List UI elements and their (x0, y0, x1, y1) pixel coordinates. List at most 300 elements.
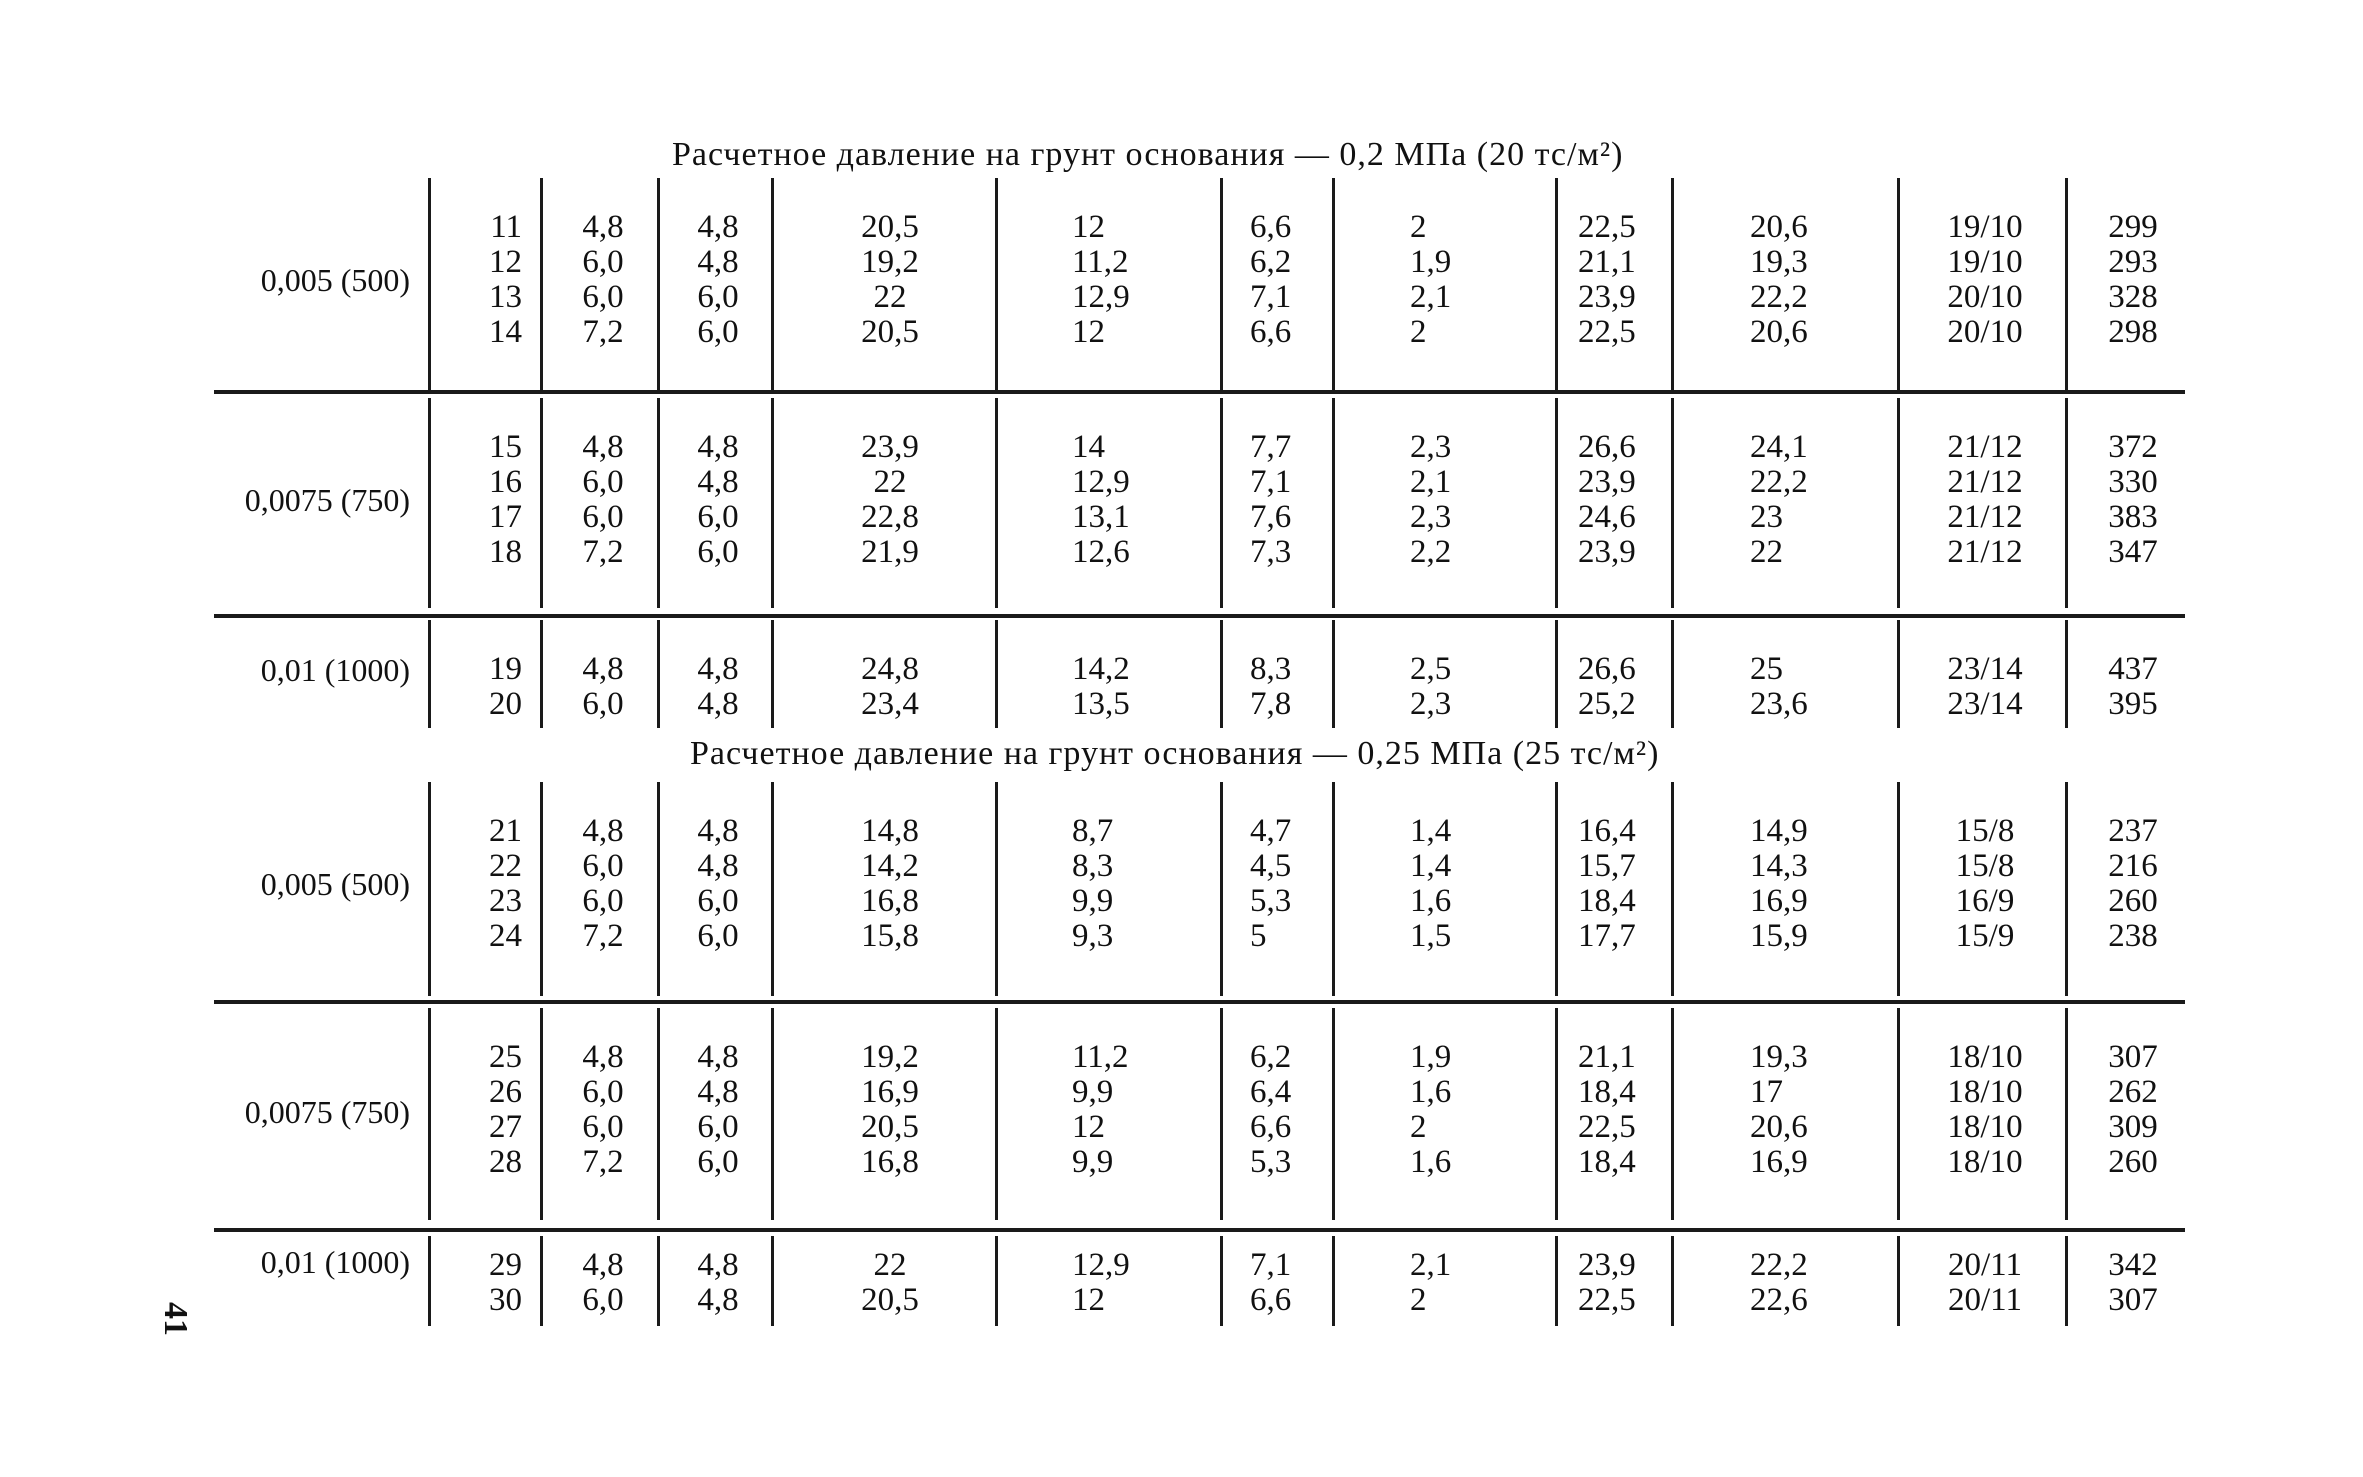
table-cell: 22,5 (1578, 1109, 1636, 1145)
table-cell: 9,9 (1072, 1144, 1114, 1180)
table-column (462, 1040, 522, 1180)
table-cell: 6,0 (582, 1282, 624, 1318)
column-divider (995, 620, 998, 728)
column-divider (657, 620, 660, 728)
column-divider (2065, 1236, 2068, 1326)
table-cell: 6,0 (582, 1074, 624, 1110)
table-cell: 12 (1072, 314, 1105, 350)
table-column (1578, 652, 1648, 722)
column-divider (771, 782, 774, 996)
column-divider (995, 1236, 998, 1326)
table-column (462, 210, 522, 350)
table-column (1578, 210, 1648, 350)
table-cell: 1,6 (1410, 883, 1452, 919)
table-cell: 4,8 (697, 1074, 739, 1110)
column-divider (657, 1236, 660, 1326)
table-cell: 6,0 (697, 314, 739, 350)
table-cell: 24,1 (1750, 429, 1808, 465)
table-cell: 20,5 (861, 314, 919, 350)
table-cell: 4,8 (582, 1247, 624, 1283)
table-cell: 22,6 (1750, 1282, 1808, 1318)
column-divider (428, 178, 431, 390)
table-cell: 2 (1410, 1282, 1427, 1318)
table-cell: 18/10 (1947, 1144, 2023, 1180)
table-cell: 16,9 (861, 1074, 919, 1110)
table-column (1250, 1248, 1310, 1318)
table-cell: 4,8 (697, 1039, 739, 1075)
table-cell: 309 (2108, 1109, 2158, 1145)
table-cell: 22,2 (1750, 279, 1808, 315)
table-cell: 18,4 (1578, 883, 1636, 919)
table-column (1410, 1040, 1470, 1180)
table-cell: 16,8 (861, 883, 919, 919)
column-divider (1897, 178, 1900, 390)
column-divider (1897, 398, 1900, 608)
column-divider (1897, 1236, 1900, 1326)
table-cell: 12,9 (1072, 279, 1130, 315)
table-cell: 14,8 (861, 813, 919, 849)
table-cell: 18/10 (1947, 1074, 2023, 1110)
table-cell: 2,1 (1410, 464, 1452, 500)
column-divider (428, 782, 431, 996)
table-cell: 14,9 (1750, 813, 1808, 849)
table-cell: 4,8 (697, 848, 739, 884)
table-cell: 6,0 (582, 244, 624, 280)
table-cell: 6,0 (697, 279, 739, 315)
column-divider (657, 178, 660, 390)
column-divider (1671, 1236, 1674, 1326)
table-column (1750, 652, 1830, 722)
table-cell: 18/10 (1947, 1109, 2023, 1145)
group-divider (214, 390, 2185, 394)
column-divider (1671, 178, 1674, 390)
table-cell: 21 (489, 813, 522, 849)
table-cell: 6,0 (582, 686, 624, 722)
table-cell: 17,7 (1578, 918, 1636, 954)
table-cell: 2,3 (1410, 686, 1452, 722)
table-column (1578, 430, 1648, 570)
table-cell: 4,7 (1250, 813, 1292, 849)
table-cell: 2,1 (1410, 279, 1452, 315)
column-divider (1332, 178, 1335, 390)
table-cell: 7,1 (1250, 279, 1292, 315)
table-column (462, 430, 522, 570)
table-cell: 6,0 (697, 883, 739, 919)
table-cell: 21/12 (1947, 499, 2023, 535)
table-cell: 23,6 (1750, 686, 1808, 722)
table-cell: 14 (489, 314, 522, 350)
table-cell: 6,0 (582, 883, 624, 919)
table-cell: 26 (489, 1074, 522, 1110)
table-column (683, 430, 753, 570)
table-cell: 23,9 (1578, 464, 1636, 500)
table-cell: 7,2 (582, 918, 624, 954)
column-divider (428, 398, 431, 608)
column-divider (771, 398, 774, 608)
table-cell: 20,5 (861, 209, 919, 245)
table-cell: 16,8 (861, 1144, 919, 1180)
table-column (2098, 210, 2168, 350)
table-cell: 12 (1072, 1109, 1105, 1145)
table-cell: 4,8 (697, 1247, 739, 1283)
table-column (683, 814, 753, 954)
column-divider (540, 178, 543, 390)
column-divider (1671, 620, 1674, 728)
column-divider (771, 1236, 774, 1326)
table-cell: 22 (873, 464, 907, 500)
column-divider (540, 398, 543, 608)
table-column (1410, 814, 1470, 954)
table-column (1072, 1040, 1162, 1180)
column-divider (1555, 782, 1558, 996)
table-column (820, 1040, 960, 1180)
group-divider (214, 1000, 2185, 1004)
table-column (1250, 652, 1310, 722)
table-cell: 307 (2108, 1282, 2158, 1318)
table-column (1072, 652, 1162, 722)
table-column (683, 1248, 753, 1318)
table-cell: 2 (1410, 1109, 1427, 1145)
table-column (1578, 814, 1648, 954)
table-cell: 12,9 (1072, 1247, 1130, 1283)
table-cell: 23/14 (1947, 651, 2023, 687)
table-column (683, 210, 753, 350)
table-column (1072, 814, 1162, 954)
table-column (1072, 1248, 1162, 1318)
table-cell: 23,9 (861, 429, 919, 465)
table-column (568, 210, 638, 350)
table-cell: 6,6 (1250, 209, 1292, 245)
table-column (820, 814, 960, 954)
table-cell: 23,4 (861, 686, 919, 722)
table-column (1250, 210, 1310, 350)
table-cell: 16,9 (1750, 883, 1808, 919)
section-title: Расчетное давление на грунт основания — 0,2 МПа (20 тс/м²) (672, 136, 1624, 173)
table-column (1750, 1040, 1830, 1180)
table-column (1250, 430, 1310, 570)
table-cell: 15,7 (1578, 848, 1636, 884)
table-cell: 15,9 (1750, 918, 1808, 954)
table-column (1930, 814, 2040, 954)
table-cell: 9,9 (1072, 883, 1114, 919)
table-cell: 6,0 (697, 918, 739, 954)
table-cell: 23,9 (1578, 279, 1636, 315)
group-divider (214, 614, 2185, 618)
table-cell: 1,6 (1410, 1074, 1452, 1110)
table-cell: 15,8 (861, 918, 919, 954)
table-cell: 6,6 (1250, 1109, 1292, 1145)
table-cell: 22 (489, 848, 522, 884)
table-cell: 7,8 (1250, 686, 1292, 722)
table-column (820, 1248, 960, 1318)
table-cell: 237 (2108, 813, 2158, 849)
table-cell: 12,9 (1072, 464, 1130, 500)
table-cell: 7,6 (1250, 499, 1292, 535)
column-divider (995, 1008, 998, 1220)
column-divider (1555, 398, 1558, 608)
table-cell: 5,3 (1250, 1144, 1292, 1180)
table-cell: 2 (1410, 209, 1427, 245)
table-column (1410, 430, 1470, 570)
column-divider (1671, 398, 1674, 608)
table-cell: 347 (2108, 534, 2158, 570)
table-cell: 4,8 (582, 651, 624, 687)
table-cell: 1,9 (1410, 244, 1452, 280)
table-cell: 4,8 (697, 429, 739, 465)
table-cell: 24,8 (861, 651, 919, 687)
table-cell: 20,6 (1750, 209, 1808, 245)
table-cell: 1,4 (1410, 848, 1452, 884)
table-cell: 20,5 (861, 1282, 919, 1318)
table-cell: 30 (489, 1282, 522, 1318)
table-cell: 6,0 (582, 848, 624, 884)
table-cell: 22,2 (1750, 1247, 1808, 1283)
table-cell: 1,9 (1410, 1039, 1452, 1075)
table-column (683, 652, 753, 722)
column-divider (1220, 620, 1223, 728)
table-cell: 6,6 (1250, 1282, 1292, 1318)
table-column (1578, 1248, 1648, 1318)
table-cell: 8,7 (1072, 813, 1114, 849)
column-divider (1897, 782, 1900, 996)
group-label: 0,0075 (750) (244, 482, 410, 518)
table-cell: 21,9 (861, 534, 919, 570)
table-cell: 15/8 (1955, 813, 2015, 849)
table-cell: 19,2 (861, 1039, 919, 1075)
table-cell: 8,3 (1250, 651, 1292, 687)
table-cell: 20,6 (1750, 1109, 1808, 1145)
table-column (2098, 814, 2168, 954)
table-cell: 6,0 (697, 534, 739, 570)
table-cell: 7,2 (582, 314, 624, 350)
table-cell: 6,0 (582, 1109, 624, 1145)
table-cell: 2,5 (1410, 651, 1452, 687)
table-cell: 7,1 (1250, 1247, 1292, 1283)
table-column (1930, 430, 2040, 570)
group-divider (214, 1228, 2185, 1232)
table-column (1750, 430, 1830, 570)
table-cell: 4,8 (582, 1039, 624, 1075)
table-cell: 4,8 (697, 244, 739, 280)
table-cell: 25 (1750, 651, 1783, 687)
table-column (1930, 210, 2040, 350)
table-column (1410, 1248, 1470, 1318)
table-cell: 11 (490, 209, 522, 245)
table-cell: 15/8 (1955, 848, 2015, 884)
table-cell: 6,6 (1250, 314, 1292, 350)
table-cell: 22 (1750, 534, 1783, 570)
table-cell: 25 (489, 1039, 522, 1075)
table-cell: 9,9 (1072, 1074, 1114, 1110)
column-divider (2065, 620, 2068, 728)
table-cell: 1,4 (1410, 813, 1452, 849)
table-cell: 9,3 (1072, 918, 1114, 954)
table-cell: 1,6 (1410, 1144, 1452, 1180)
column-divider (1220, 782, 1223, 996)
table-column (1250, 1040, 1310, 1180)
table-cell: 12,6 (1072, 534, 1130, 570)
table-column (1410, 210, 1470, 350)
table-cell: 299 (2108, 209, 2158, 245)
table-cell: 23,9 (1578, 1247, 1636, 1283)
table-cell: 22,5 (1578, 314, 1636, 350)
table-cell: 13,5 (1072, 686, 1130, 722)
column-divider (1555, 1008, 1558, 1220)
table-column (1410, 652, 1470, 722)
table-column (820, 430, 960, 570)
table-cell: 15/9 (1955, 918, 2015, 954)
table-column (1930, 1248, 2040, 1318)
table-column (1750, 1248, 1830, 1318)
group-label: 0,0075 (750) (244, 1094, 410, 1130)
table-cell: 20/10 (1947, 314, 2023, 350)
table-cell: 260 (2108, 883, 2158, 919)
table-cell: 7,7 (1250, 429, 1292, 465)
table-cell: 18/10 (1947, 1039, 2023, 1075)
table-cell: 262 (2108, 1074, 2158, 1110)
table-cell: 26,6 (1578, 429, 1636, 465)
table-column (462, 814, 522, 954)
column-divider (428, 1236, 431, 1326)
table-cell: 18,4 (1578, 1144, 1636, 1180)
table-column (568, 1040, 638, 1180)
table-cell: 4,8 (697, 1282, 739, 1318)
table-cell: 6,0 (582, 279, 624, 315)
table-cell: 19,2 (861, 244, 919, 280)
table-cell: 1,5 (1410, 918, 1452, 954)
table-cell: 2 (1410, 314, 1427, 350)
table-cell: 216 (2108, 848, 2158, 884)
column-divider (1897, 1008, 1900, 1220)
table-cell: 19/10 (1947, 244, 2023, 280)
group-label: 0,005 (500) (260, 866, 410, 902)
table-cell: 21/12 (1947, 534, 2023, 570)
table-cell: 5 (1250, 918, 1267, 954)
table-cell: 24,6 (1578, 499, 1636, 535)
table-cell: 307 (2108, 1039, 2158, 1075)
column-divider (540, 782, 543, 996)
table-cell: 7,2 (582, 1144, 624, 1180)
table-column (1578, 1040, 1648, 1180)
table-cell: 19,3 (1750, 1039, 1808, 1075)
table-cell: 383 (2108, 499, 2158, 535)
column-divider (1332, 620, 1335, 728)
table-cell: 23 (1750, 499, 1783, 535)
table-cell: 11,2 (1072, 1039, 1129, 1075)
table-cell: 16/9 (1955, 883, 2015, 919)
table-column (1750, 210, 1830, 350)
column-divider (771, 1008, 774, 1220)
table-cell: 22 (873, 279, 907, 315)
column-divider (771, 620, 774, 728)
table-cell: 6,2 (1250, 244, 1292, 280)
table-cell: 12 (1072, 1282, 1105, 1318)
table-cell: 372 (2108, 429, 2158, 465)
table-cell: 330 (2108, 464, 2158, 500)
table-column (2098, 1248, 2168, 1318)
table-cell: 21,1 (1578, 244, 1636, 280)
column-divider (428, 1008, 431, 1220)
table-cell: 328 (2108, 279, 2158, 315)
table-cell: 12 (489, 244, 522, 280)
table-cell: 4,8 (697, 813, 739, 849)
table-cell: 22,5 (1578, 209, 1636, 245)
table-cell: 25,2 (1578, 686, 1636, 722)
table-cell: 437 (2108, 651, 2158, 687)
column-divider (1332, 1008, 1335, 1220)
table-cell: 238 (2108, 918, 2158, 954)
table-cell: 22,8 (861, 499, 919, 535)
table-column (462, 1248, 522, 1318)
table-column (1072, 430, 1162, 570)
table-cell: 2,3 (1410, 499, 1452, 535)
column-divider (2065, 1008, 2068, 1220)
column-divider (2065, 178, 2068, 390)
column-divider (995, 398, 998, 608)
group-label: 0,005 (500) (260, 262, 410, 298)
table-cell: 18 (489, 534, 522, 570)
table-cell: 395 (2108, 686, 2158, 722)
table-column (462, 652, 522, 722)
table-column (1930, 652, 2040, 722)
table-cell: 6,0 (697, 499, 739, 535)
table-cell: 19,3 (1750, 244, 1808, 280)
table-cell: 298 (2108, 314, 2158, 350)
column-divider (995, 178, 998, 390)
table-cell: 4,8 (697, 464, 739, 500)
column-divider (540, 620, 543, 728)
table-cell: 23/14 (1947, 686, 2023, 722)
table-cell: 19/10 (1947, 209, 2023, 245)
table-cell: 15 (489, 429, 522, 465)
table-column (1250, 814, 1310, 954)
table-column (568, 814, 638, 954)
table-cell: 5,3 (1250, 883, 1292, 919)
table-cell: 14,2 (1072, 651, 1130, 687)
table-cell: 6,2 (1250, 1039, 1292, 1075)
table-cell: 6,0 (697, 1144, 739, 1180)
table-cell: 2,2 (1410, 534, 1452, 570)
table-cell: 2,3 (1410, 429, 1452, 465)
table-cell: 4,8 (697, 209, 739, 245)
table-column (683, 1040, 753, 1180)
table-cell: 12 (1072, 209, 1105, 245)
group-label: 0,01 (1000) (260, 1244, 410, 1280)
table-cell: 21/12 (1947, 429, 2023, 465)
table-cell: 13,1 (1072, 499, 1130, 535)
column-divider (1220, 1008, 1223, 1220)
table-cell: 14 (1072, 429, 1105, 465)
table-cell: 16 (489, 464, 522, 500)
table-cell: 6,0 (582, 499, 624, 535)
column-divider (1555, 1236, 1558, 1326)
table-cell: 20 (489, 686, 522, 722)
table-cell: 260 (2108, 1144, 2158, 1180)
table-column (1930, 1040, 2040, 1180)
column-divider (1220, 398, 1223, 608)
column-divider (1671, 782, 1674, 996)
column-divider (657, 782, 660, 996)
table-column (1750, 814, 1830, 954)
table-cell: 6,0 (697, 1109, 739, 1145)
column-divider (1332, 782, 1335, 996)
table-column (568, 652, 638, 722)
table-cell: 20/11 (1948, 1282, 2022, 1318)
column-divider (2065, 782, 2068, 996)
column-divider (1332, 398, 1335, 608)
column-divider (657, 1008, 660, 1220)
table-cell: 18,4 (1578, 1074, 1636, 1110)
